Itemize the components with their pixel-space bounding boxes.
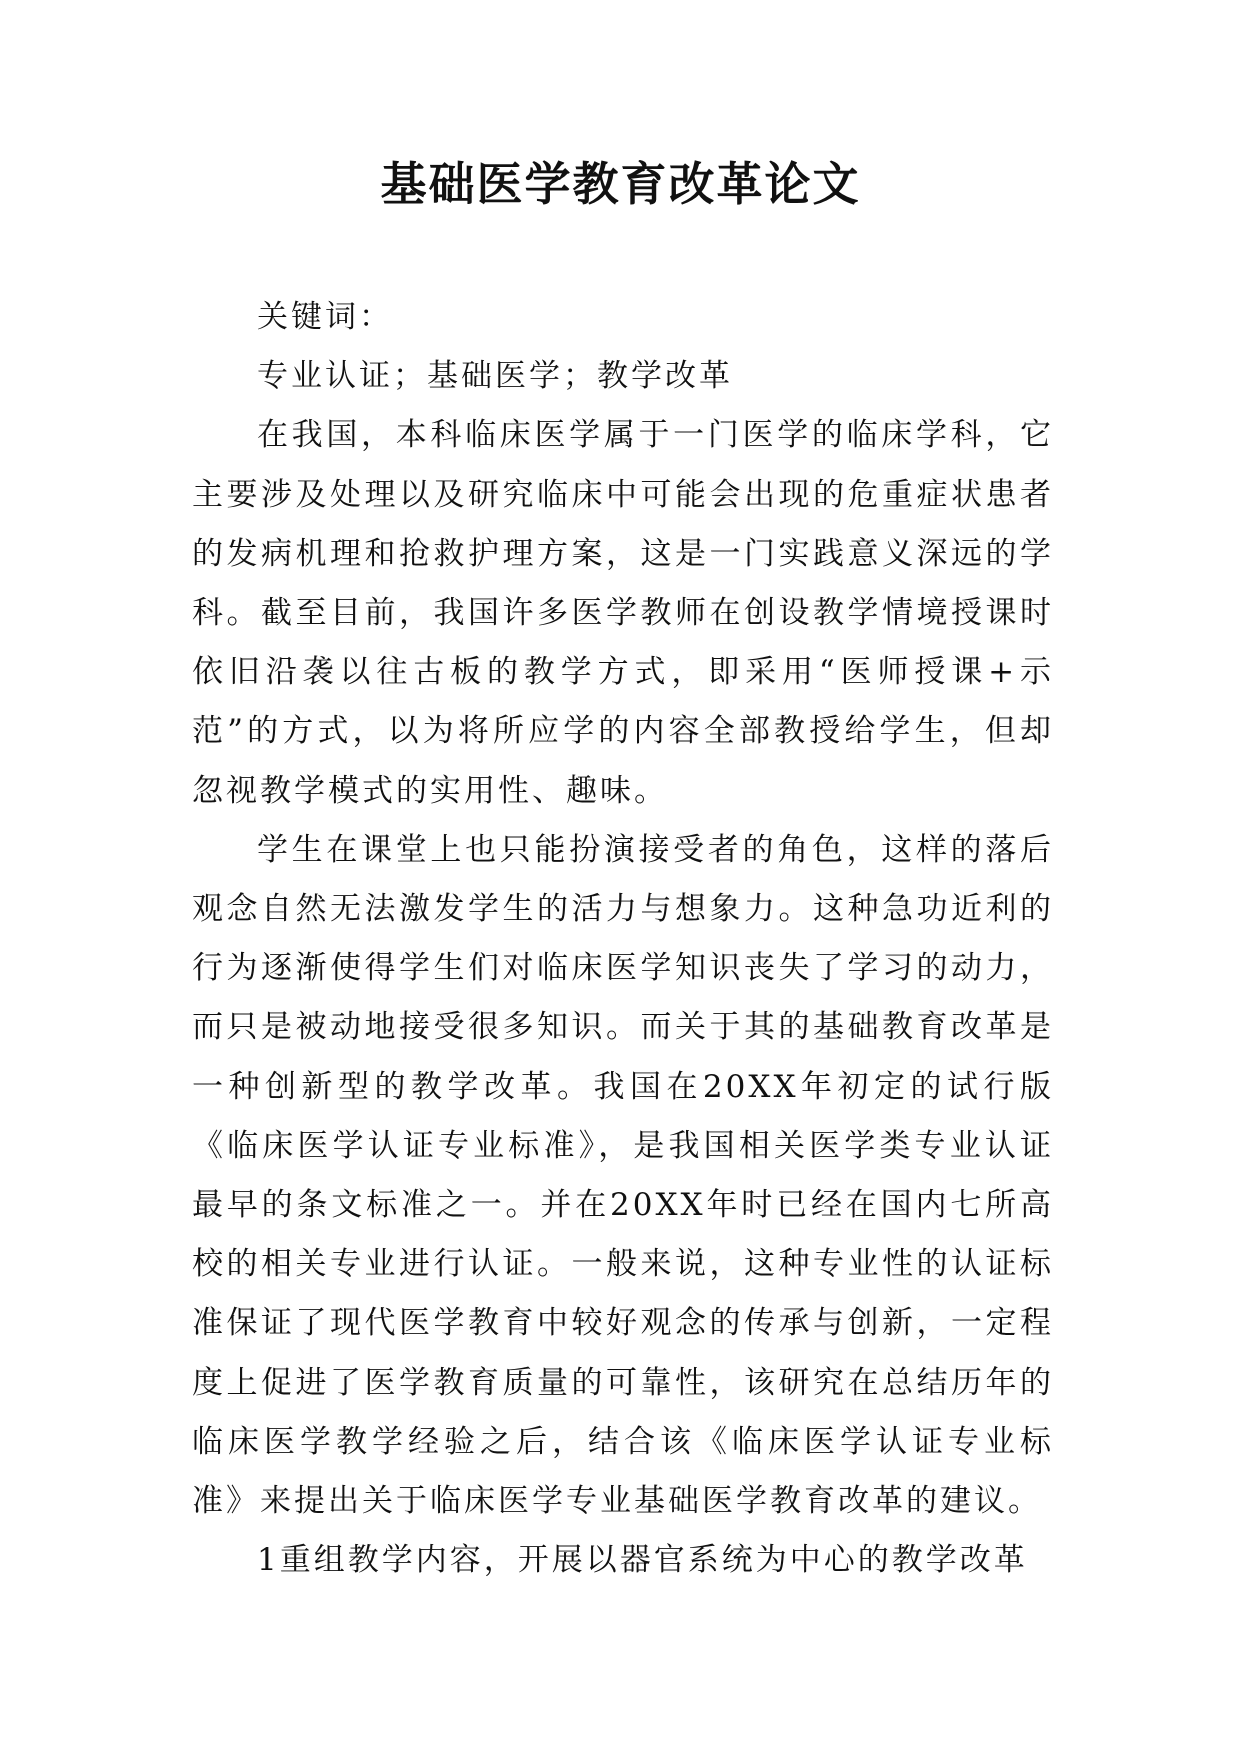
keywords-label: 关键词：	[257, 299, 393, 335]
body-paragraph-1: 在我国，本科临床医学属于一门医学的临床学科，它主要涉及处理以及研究临床中可能会出现的危重症状患者的发病机理和抢救护理方案，这是一门实践意义深远的学科。截至目前，我国许多医学教师在创设教学情境授课时依旧沿袭以往古板的教学方式，即采用“医师授课+示范”的方式，以为将所应学的内容全部教授给学生，但却忽视教学模式的实用性、趣味。	[192, 417, 1054, 809]
document-title: 基础医学教育改革论文	[380, 157, 861, 211]
section-heading: 1重组教学内容，开展以器官系统为中心的教学改革	[257, 1542, 1028, 1579]
document-body	[192, 288, 1054, 1590]
body-paragraph-2: 学生在课堂上也只能扮演接受者的角色，这样的落后观念自然无法激发学生的活力与想象力。这种急功近利的行为逐渐使得学生们对临床医学知识丧失了学习的动力，而只是被动地接受很多知识。而关于其的基础教育改革是一种创新型的教学改革。我国在20XX年初定的试行版《临床医学认证专业标准》，是我国相关医学类专业认证最早的条文标准之一。并在20XX年时已经在国内七所高校的相关专业进行认证。一般来说，这种专业性的认证标准保证了现代医学教育中较好观念的传承与创新，一定程度上促进了医学教育质量的可靠性，该研究在总结历年的临床医学教学经验之后，结合该《临床医学认证专业标准》来提出关于临床医学专业基础医学教育改革的建议。	[192, 831, 1054, 1520]
keywords-text: 专业认证；基础医学；教学改革	[257, 358, 733, 395]
